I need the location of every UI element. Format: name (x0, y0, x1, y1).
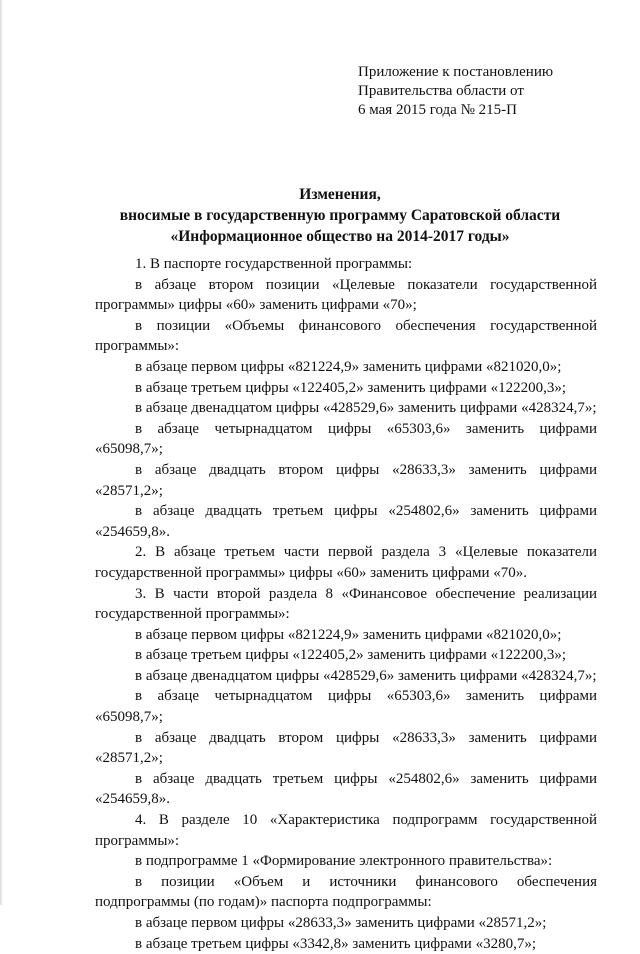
title-line-3: «Информационное общество на 2014-2017 годы» (170, 228, 510, 245)
paragraph: 2. В абзаце третьем части первой раздела 3 «Целевые показатели государственной программы» цифры «60» заменить цифрами «70». (95, 544, 597, 581)
title-line-2: вносимые в государственную программу Саратовской области (119, 207, 561, 224)
paragraph: в абзаце двенадцатом цифры «428529,6» заменить цифрами «428324,7»; (135, 400, 597, 417)
appendix-header (358, 63, 553, 120)
paragraph: в абзаце двадцать втором цифры «28633,3» заменить цифрами «28571,2»; (95, 729, 597, 767)
appendix-line-2: Правительства области от (358, 83, 524, 99)
scan-edge-shadow (0, 0, 3, 905)
paragraph: в абзаце двадцать третьем цифры «254802,6» заменить цифрами «254659,8». (95, 503, 597, 540)
appendix-line-3: 6 мая 2015 года № 215-П (358, 102, 517, 118)
paragraph: в абзаце первом цифры «821224,9» заменить цифрами «821020,0»; (135, 358, 562, 375)
paragraph: в абзаце третьем цифры «122405,2» заменить цифрами «122200,3»; (135, 647, 566, 664)
title-line-1: Изменения, (299, 186, 381, 203)
paragraph: в абзаце двенадцатом цифры «428529,6» заменить цифрами «428324,7»; (135, 667, 597, 684)
paragraph: в абзаце четырнадцатом цифры «65303,6» заменить цифрами «65098,7»; (95, 688, 597, 726)
paragraph: в абзаце первом цифры «28633,3» заменить цифрами «28571,2»; (135, 915, 547, 931)
paragraph: в абзаце двадцать втором цифры «28633,3» заменить цифрами «28571,2»; (95, 461, 597, 499)
paragraph: в подпрограмме 1 «Формирование электронного правительства»: (135, 853, 553, 870)
paragraph: в позиции «Объемы финансового обеспечения государственной программы»: (95, 317, 597, 355)
paragraph: в абзаце втором позиции «Целевые показатели государственной программы» цифры «60» заменить цифрами «70»; (95, 276, 597, 314)
paragraph: в абзаце первом цифры «821224,9» заменить цифрами «821020,0»; (135, 626, 562, 643)
paragraph: 4. В разделе 10 «Характеристика подпрограмм государственной программы»: (95, 812, 597, 849)
paragraph: в абзаце третьем цифры «3342,8» заменить цифрами «3280,7»; (135, 935, 536, 952)
document-title (80, 184, 600, 247)
document-body (95, 254, 597, 954)
paragraph: в абзаце третьем цифры «122405,2» заменить цифрами «122200,3»; (135, 379, 566, 396)
paragraph: в абзаце четырнадцатом цифры «65303,6» заменить цифрами «65098,7»; (95, 420, 597, 458)
paragraph: 1. В паспорте государственной программы: (135, 256, 413, 272)
paragraph: в позиции «Объем и источники финансового обеспечения подпрограммы (по годам)» паспорта подпрограммы: (95, 873, 597, 911)
paragraph: в абзаце двадцать третьем цифры «254802,6» заменить цифрами «254659,8». (95, 770, 597, 808)
paragraph: 3. В части второй раздела 8 «Финансовое обеспечение реализации государственной программы»: (95, 585, 597, 623)
appendix-line-1: Приложение к постановлению (358, 64, 554, 80)
